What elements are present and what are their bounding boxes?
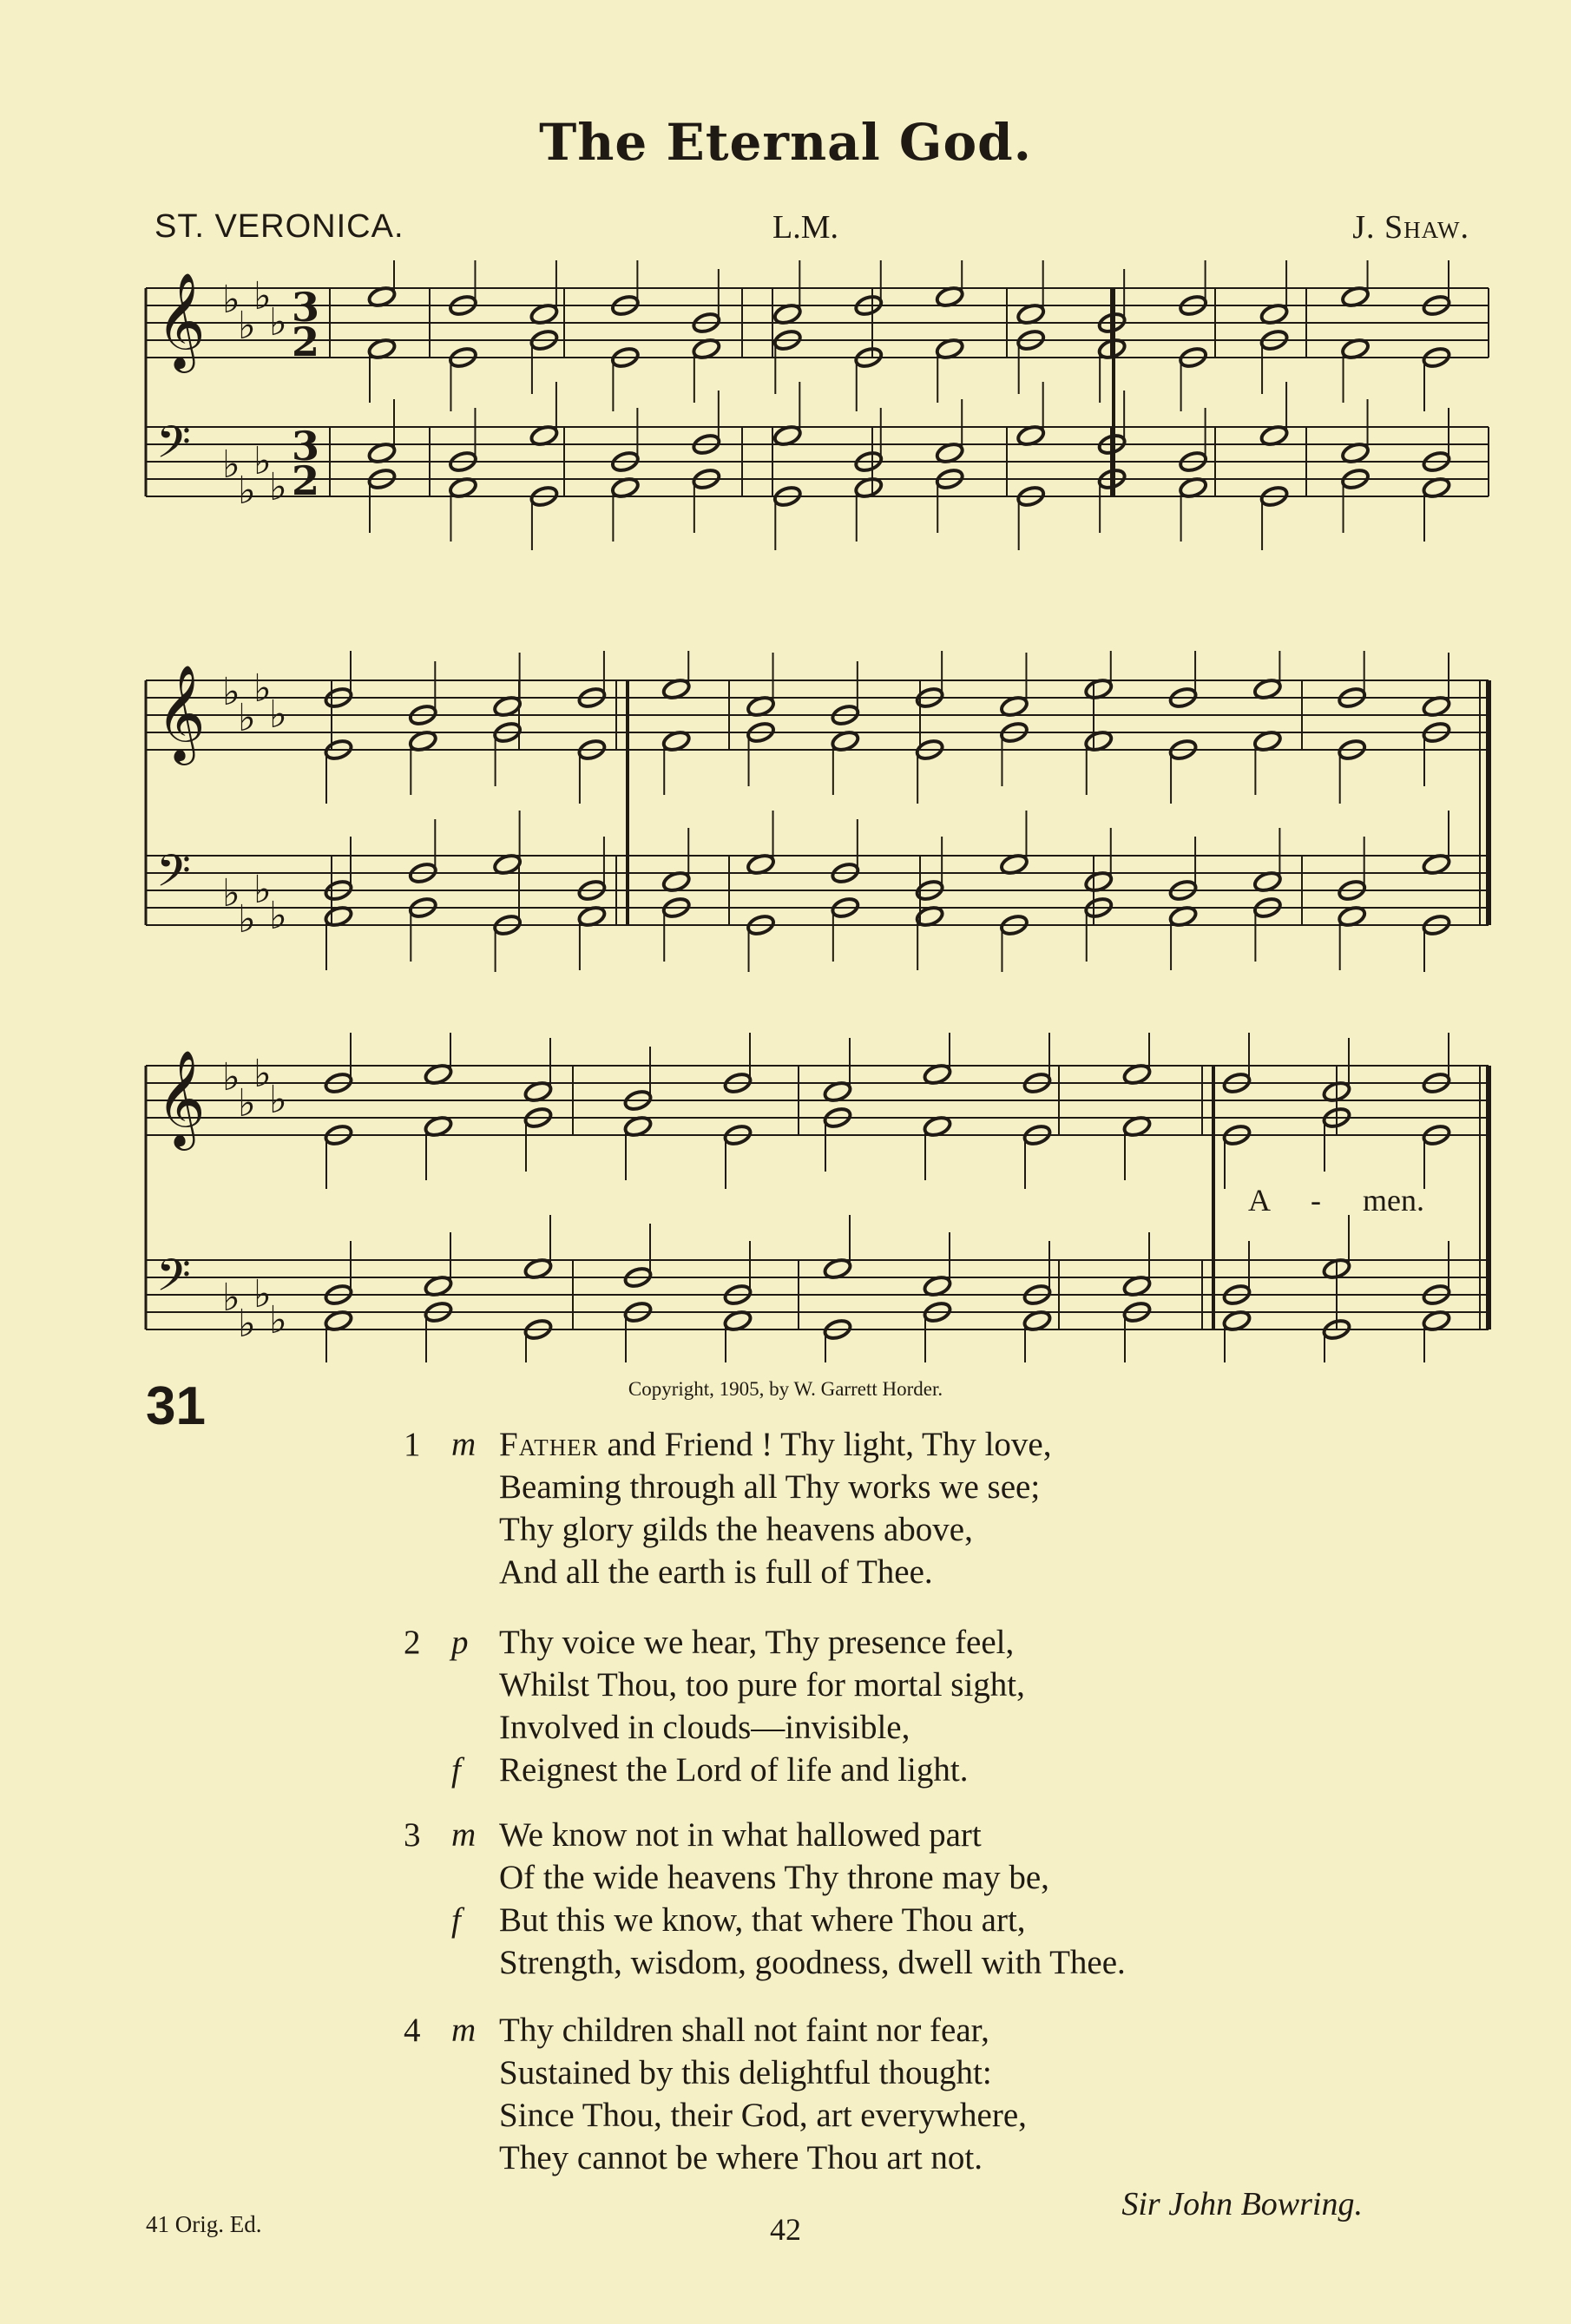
verse-line [395, 1423, 1051, 1466]
verse-number: 4 [404, 2012, 421, 2049]
treble-clef-icon: 𝄞 [156, 664, 206, 761]
flat-sign-icon: ♭ [269, 465, 287, 509]
treble-clef-icon: 𝄞 [156, 272, 206, 369]
verse-line [395, 1664, 1025, 1706]
edition-note: 41 Orig. Ed. [146, 2211, 262, 2237]
flat-sign-icon: ♭ [238, 897, 256, 942]
flat-sign-icon: ♭ [238, 696, 256, 740]
time-signature-digit: 3 [292, 284, 320, 331]
flat-sign-icon: ♭ [222, 670, 240, 714]
verse-text: Involved in clouds—invisible, [499, 1709, 910, 1746]
tune-name: ST. VERONICA. [154, 208, 404, 245]
verse-text: Since Thou, their God, art everywhere, [499, 2097, 1027, 2134]
verse-text: Sustained by this delightful thought: [499, 2054, 992, 2091]
verse-line [395, 1749, 1025, 1791]
page-number: 42 [770, 2212, 801, 2247]
hymn-number: 31 [146, 1376, 206, 1436]
flat-sign-icon: ♭ [238, 1302, 256, 1346]
flat-sign-icon: ♭ [253, 1052, 272, 1096]
time-signature-digit: 3 [292, 423, 320, 469]
verse-line [395, 1508, 1051, 1551]
copyright-notice: Copyright, 1905, by W. Garrett Horder. [628, 1378, 943, 1400]
verse-text: Reignest the Lord of life and light. [499, 1751, 969, 1789]
verse-line [395, 1621, 1025, 1664]
verse-line [395, 1814, 1126, 1856]
flat-sign-icon: ♭ [222, 443, 240, 487]
verse-line [395, 2052, 1027, 2094]
hymn-author: Sir John Bowring. [1121, 2186, 1363, 2222]
flat-sign-icon: ♭ [222, 1276, 240, 1320]
flat-sign-icon: ♭ [222, 278, 240, 322]
verse-line [395, 1899, 1126, 1941]
bass-clef-icon: 𝄢 [156, 1249, 191, 1312]
flat-sign-icon: ♭ [253, 274, 272, 318]
verse-line [395, 1551, 1051, 1593]
verse-line [395, 1941, 1126, 1984]
verse-4 [395, 2009, 1027, 2179]
dynamic-marking: m [451, 1816, 477, 1854]
verse-1 [395, 1423, 1051, 1593]
flat-sign-icon: ♭ [222, 871, 240, 916]
verse-line [395, 1466, 1051, 1508]
verse-text: Beaming through all Thy works we see; [499, 1468, 1041, 1506]
amen-syllable-2: men. [1363, 1183, 1424, 1218]
flat-sign-icon: ♭ [222, 1055, 240, 1100]
meter: L.M. [772, 209, 838, 246]
verse-text: and Friend ! Thy light, Thy love, [598, 1426, 1052, 1463]
verse-text: We know not in what hallowed part [499, 1816, 982, 1854]
amen-hyphen: - [1311, 1183, 1322, 1218]
flat-sign-icon: ♭ [269, 894, 287, 938]
dynamic-marking: f [451, 1751, 461, 1789]
flat-sign-icon: ♭ [238, 469, 256, 513]
treble-clef-icon: 𝄞 [156, 1049, 206, 1146]
bass-clef-icon: 𝄢 [156, 416, 191, 479]
flat-sign-icon: ♭ [269, 300, 287, 345]
verse-text: Thy children shall not faint nor fear, [499, 2012, 989, 2049]
verse-text: Of the wide heavens Thy throne may be, [499, 1859, 1049, 1896]
flat-sign-icon: ♭ [238, 1081, 256, 1126]
flat-sign-icon: ♭ [253, 1272, 272, 1316]
music-system-1 [0, 260, 1571, 573]
dynamic-marking: m [451, 1426, 477, 1463]
flat-sign-icon: ♭ [253, 666, 272, 711]
hymn-title: The Eternal God. [539, 113, 1032, 172]
flat-sign-icon: ♭ [238, 304, 256, 348]
flat-sign-icon: ♭ [253, 868, 272, 912]
verse-3 [395, 1814, 1126, 1984]
verse-text: But this we know, that where Thou art, [499, 1901, 1026, 1939]
music-system-2 [0, 651, 1571, 972]
verse-number: 1 [404, 1426, 421, 1463]
verse-text: Strength, wisdom, goodness, dwell with Thee. [499, 1944, 1126, 1981]
dynamic-marking: f [451, 1901, 461, 1939]
verse-line [395, 2094, 1027, 2137]
bass-clef-icon: 𝄢 [156, 844, 191, 908]
dynamic-marking: p [451, 1624, 469, 1661]
verse-line [395, 1706, 1025, 1749]
verse-2 [395, 1621, 1025, 1791]
time-signature-digit: 2 [292, 457, 320, 504]
verse-lead-word: Father [499, 1426, 599, 1463]
flat-sign-icon: ♭ [269, 1298, 287, 1343]
verse-line [395, 1856, 1126, 1899]
verse-text: Thy glory gilds the heavens above, [499, 1511, 973, 1548]
verse-text: They cannot be where Thou art not. [499, 2139, 983, 2176]
dynamic-marking: m [451, 2012, 477, 2049]
flat-sign-icon: ♭ [269, 693, 287, 737]
verse-line [395, 2137, 1027, 2179]
composer: J. Shaw. [1352, 209, 1469, 246]
verse-text: And all the earth is full of Thee. [499, 1553, 933, 1591]
verse-number: 3 [404, 1816, 421, 1854]
verse-text: Whilst Thou, too pure for mortal sight, [499, 1666, 1025, 1704]
time-signature-digit: 2 [292, 318, 320, 365]
amen-syllable-1: A [1248, 1183, 1270, 1218]
verse-text: Thy voice we hear, Thy presence feel, [499, 1624, 1015, 1661]
verse-number: 2 [404, 1624, 421, 1661]
flat-sign-icon: ♭ [253, 439, 272, 483]
verse-line [395, 2009, 1027, 2052]
amen-lyrics [1248, 1182, 1424, 1218]
flat-sign-icon: ♭ [269, 1078, 287, 1122]
